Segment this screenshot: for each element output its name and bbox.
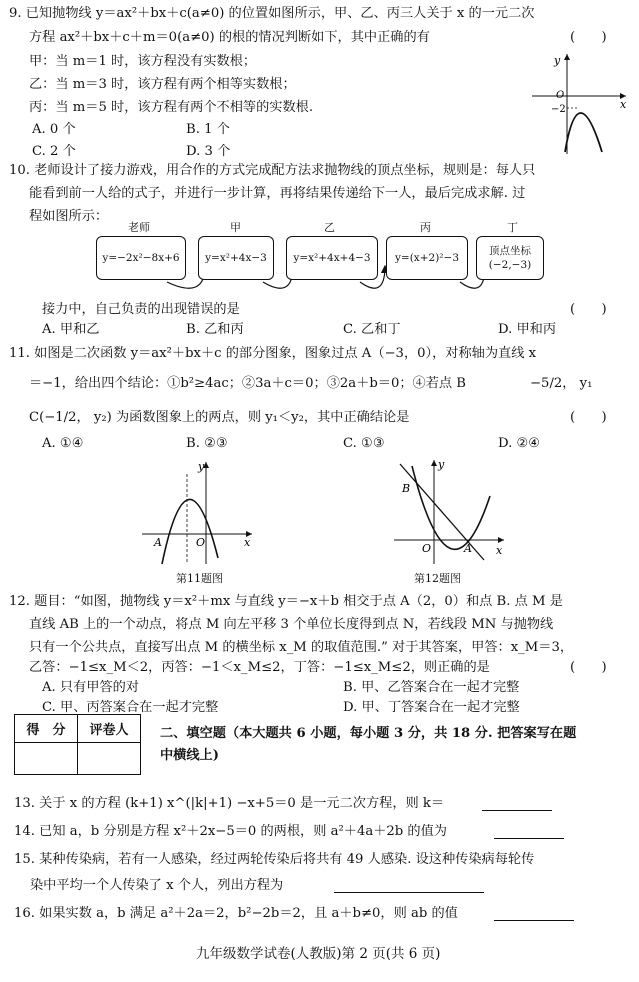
section2-title-line1: 二、填空题（本大题共 6 小题，每小题 3 分，共 18 分. 把答案写在题 bbox=[160, 726, 577, 741]
q11-graph-y: y bbox=[198, 460, 205, 473]
grader-label: 评卷人 bbox=[78, 715, 141, 743]
q9-graph-vertex-label: −2 bbox=[551, 104, 566, 115]
q11-line3: C(−1/2， y₂) 为函数图象上的两点，则 y₁＜y₂，其中正确结论是 bbox=[29, 410, 410, 425]
q15-line1: 15. 某种传染病，若有一人感染，经过两轮传染后将共有 49 人感染. 设这种传染病每轮传 bbox=[14, 852, 535, 867]
q12-option-b: B. 甲、乙答案合在一起才完整 bbox=[343, 680, 520, 695]
q12-line4: 乙答：−1≤x_M＜2，丙答：−1＜x_M≤2，丁答：−1≤x_M≤2，则正确的是 bbox=[29, 660, 490, 675]
q11-answer-paren: ( ) bbox=[570, 410, 607, 425]
q9-parabola-graph bbox=[530, 50, 630, 158]
q16-text: 16. 如果实数 a，b 满足 a²＋2a＝2，b²−2b＝2，且 a＋b≠0，则 ab 的值 bbox=[14, 906, 458, 921]
q14-text: 14. 已知 a，b 分别是方程 x²＋2x−5＝0 的两根，则 a²＋4a＋2b 的值为 bbox=[14, 824, 447, 839]
q12-caption: 第12题图 bbox=[414, 572, 461, 585]
q12-line1: 12. 题目：“如图，抛物线 y＝x²＋mx 与直线 y＝−x＋b 相交于点 A（2，0）和点 B. 点 M 是 bbox=[9, 594, 563, 609]
q9-yi: 乙：当 m＝3 时，该方程有两个相等实数根； bbox=[29, 77, 296, 92]
grader-cell[interactable] bbox=[78, 743, 141, 775]
step-jia: y=x²+4x−3 bbox=[198, 236, 274, 280]
role-bing: 丙 bbox=[420, 221, 431, 234]
q11-line1: 11. 如图是二次函数 y＝ax²＋bx＋c 的部分图象，图象过点 A（−3，0），对称轴为直线 x bbox=[9, 346, 537, 361]
q11-graph bbox=[140, 458, 260, 568]
step-bing: y=(x+2)²−3 bbox=[386, 236, 468, 280]
q12-graph-x: x bbox=[496, 544, 503, 557]
q9-option-d: D. 3 个 bbox=[186, 144, 231, 159]
q11-option-a: A. ①④ bbox=[42, 436, 84, 451]
q11-option-b: B. ②③ bbox=[186, 436, 228, 451]
q9-line2: 方程 ax²＋bx＋c＋m＝0(a≠0) 的根的情况判断如下，其中正确的有 bbox=[29, 30, 430, 45]
q10-line2: 能看到前一人给的式子，并进行一步计算，再将结果传递给下一人，最后完成求解. 过 bbox=[29, 186, 526, 201]
q12-graph-origin: O bbox=[422, 542, 432, 555]
q9-line1: 9. 已知抛物线 y＝ax²＋bx＋c(a≠0) 的位置如图所示，甲、乙、丙三人关于 x 的一元二次 bbox=[9, 6, 535, 21]
q10-answer-paren: ( ) bbox=[570, 302, 607, 317]
q11-graph-x: x bbox=[244, 536, 251, 549]
q11-caption: 第11题图 bbox=[176, 572, 223, 585]
q10-option-a: A. 甲和乙 bbox=[42, 322, 100, 337]
q12-answer-paren: ( ) bbox=[570, 660, 607, 675]
q15-answer-blank[interactable] bbox=[334, 880, 484, 893]
q11-option-d: D. ②④ bbox=[498, 436, 541, 451]
q11-point-b: −5/2， y₁ bbox=[530, 376, 593, 391]
q11-option-c: C. ①③ bbox=[343, 436, 385, 451]
page-footer: 九年级数学试卷(人教版)第 2 页(共 6 页) bbox=[196, 946, 441, 962]
role-teacher: 老师 bbox=[128, 221, 150, 234]
step-teacher: y=−2x²−8x+6 bbox=[96, 236, 186, 280]
q9-graph-x: x bbox=[620, 98, 627, 111]
q13-text: 13. 关于 x 的方程 (k+1) x^(|k|+1) −x+5＝0 是一元二次方程，则 k＝ bbox=[14, 796, 445, 811]
q10-option-c: C. 乙和丁 bbox=[343, 322, 401, 337]
q15-line2: 染中平均一个人传染了 x 个人，列出方程为 bbox=[30, 878, 284, 893]
score-label: 得 分 bbox=[15, 715, 78, 743]
q11-graph-origin: O bbox=[196, 536, 206, 549]
q12-option-a: A. 只有甲答的对 bbox=[42, 680, 140, 695]
q12-graph bbox=[392, 456, 512, 568]
score-cell[interactable] bbox=[15, 743, 78, 775]
role-jia: 甲 bbox=[230, 221, 241, 234]
q12-graph-point-a: A bbox=[464, 542, 472, 555]
q14-answer-blank[interactable] bbox=[494, 826, 564, 839]
q11-graph-point-a: A bbox=[154, 536, 162, 549]
role-ding: 丁 bbox=[507, 221, 518, 234]
q9-option-a: A. 0 个 bbox=[32, 122, 76, 137]
q16-answer-blank[interactable] bbox=[494, 908, 574, 921]
q12-option-c: C. 甲、丙答案合在一起才完整 bbox=[42, 700, 219, 715]
q12-line2: 直线 AB 上的一个动点，将点 M 向左平移 3 个单位长度得到点 N，若线段 MN 与抛物线 bbox=[29, 617, 554, 632]
q13-answer-blank[interactable] bbox=[482, 798, 552, 811]
q11-line2: ＝−1，给出四个结论：①b²≥4ac；②3a＋c＝0；③2a＋b＝0；④若点 B bbox=[29, 376, 466, 391]
q12-graph-y: y bbox=[438, 458, 445, 471]
section2-title-line2: 中横线上) bbox=[160, 748, 219, 763]
step-ding-line2: (−2,−3) bbox=[488, 259, 532, 271]
score-table bbox=[14, 714, 141, 775]
q10-line3: 程如图所示： bbox=[29, 209, 109, 224]
q9-answer-paren: ( ) bbox=[570, 30, 607, 45]
q9-jia: 甲：当 m＝1 时，该方程没有实数根； bbox=[29, 54, 257, 69]
step-yi: y=x²+4x+4−3 bbox=[286, 236, 378, 280]
role-yi: 乙 bbox=[324, 221, 335, 234]
q9-option-b: B. 1 个 bbox=[186, 122, 230, 137]
q12-option-d: D. 甲、丁答案合在一起才完整 bbox=[343, 700, 520, 715]
q10-option-b: B. 乙和丙 bbox=[186, 322, 244, 337]
q9-graph-y: y bbox=[554, 54, 561, 67]
q9-graph-origin: O bbox=[556, 90, 565, 101]
step-ding bbox=[476, 236, 544, 280]
q9-option-c: C. 2 个 bbox=[32, 144, 76, 159]
q10-line4: 接力中，自己负责的出现错误的是 bbox=[42, 302, 240, 317]
q9-bing: 丙：当 m＝5 时，该方程有两个不相等的实数根. bbox=[29, 100, 314, 115]
q12-line3: 只有一个公共点，直接写出点 M 的横坐标 x_M 的取值范围.” 对于其答案，甲答：x_M＝3， bbox=[29, 640, 574, 655]
q10-option-d: D. 甲和丙 bbox=[498, 322, 557, 337]
q12-graph-point-b: B bbox=[402, 482, 411, 495]
q10-line1: 10. 老师设计了接力游戏，用合作的方式完成配方法求抛物线的顶点坐标，规则是：每人只 bbox=[9, 163, 536, 178]
step-ding-line1: 顶点坐标 bbox=[489, 245, 531, 257]
